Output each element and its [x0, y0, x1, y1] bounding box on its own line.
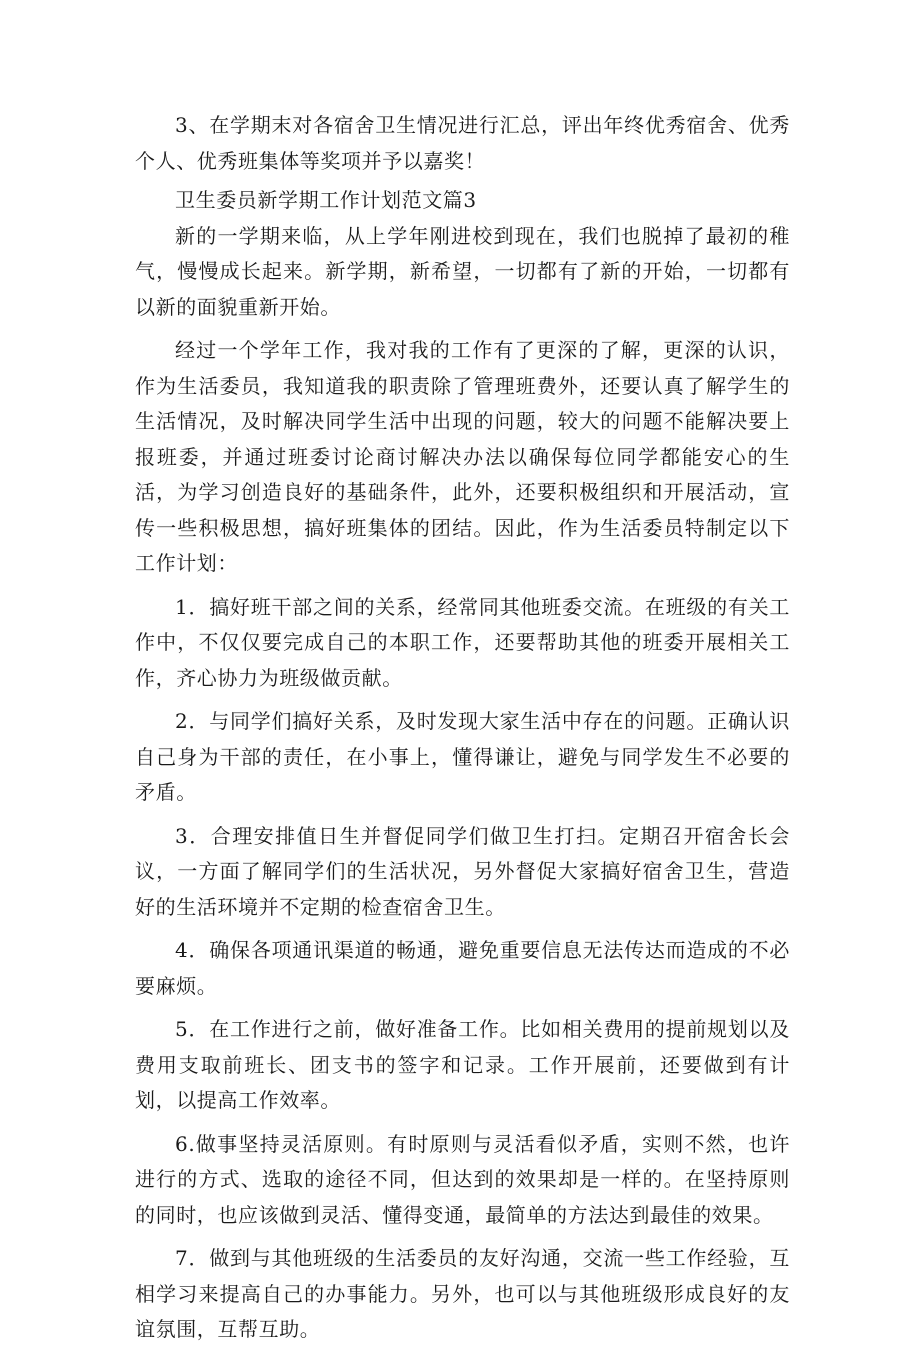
plan-item-4: 4．确保各项通讯渠道的畅通，避免重要信息无法传达而造成的不必要麻烦。 [135, 938, 790, 998]
paragraph-award-summary: 3、在学期末对各宿舍卫生情况进行汇总，评出年终优秀宿舍、优秀个人、优秀班集体等奖项并予以嘉奖！ [135, 113, 790, 173]
section-title: 卫生委员新学期工作计划范文篇3 [175, 188, 477, 212]
plan-item-5: 5．在工作进行之前，做好准备工作。比如相关费用的提前规划以及费用支取前班长、团支书的签字和记录。工作开展前，还要做到有计划，以提高工作效率。 [135, 1017, 790, 1112]
plan-item-1: 1．搞好班干部之间的关系，经常同其他班委交流。在班级的有关工作中，不仅仅要完成自己的本职工作，还要帮助其他的班委开展相关工作，齐心协力为班级做贡献。 [135, 594, 790, 690]
paragraph-role-description: 经过一个学年工作，我对我的工作有了更深的了解，更深的认识，作为生活委员，我知道我的职责除了管理班费外，还要认真了解学生的生活情况，及时解决同学生活中出现的问题，较大的问题不能解决要上报班委，并通过班委讨论商讨解决办法以确保每位同学都能安心的生活，为学习创造良好的基础条件，此外，还要积极组织和开展活动，宣传一些积极思想，搞好班集体的团结。因此，作为生活委员特制定以下工作计划： [135, 338, 790, 575]
document-body [135, 108, 790, 1348]
plan-item-6: 6.做事坚持灵活原则。有时原则与灵活看似矛盾，实则不然，也许进行的方式、选取的途径不同，但达到的效果却是一样的。在坚持原则的同时，也应该做到灵活、懂得变通，最简单的方法达到最佳的效果。 [135, 1131, 790, 1227]
plan-item-3: 3．合理安排值日生并督促同学们做卫生打扫。定期召开宿舍长会议，一方面了解同学们的生活状况，另外督促大家搞好宿舍卫生，营造好的生活环境并不定期的检查宿舍卫生。 [135, 823, 790, 919]
plan-item-2: 2．与同学们搞好关系，及时发现大家生活中存在的问题。正确认识自己身为干部的责任，在小事上，懂得谦让，避免与同学发生不必要的矛盾。 [135, 709, 790, 804]
paragraph-intro: 新的一学期来临，从上学年刚进校到现在，我们也脱掉了最初的稚气，慢慢成长起来。新学期，新希望，一切都有了新的开始，一切都有以新的面貌重新开始。 [135, 223, 790, 319]
plan-item-7: 7．做到与其他班级的生活委员的友好沟通，交流一些工作经验，互相学习来提高自己的办事能力。另外，也可以与其他班级形成良好的友谊氛围，互帮互助。 [135, 1246, 790, 1341]
